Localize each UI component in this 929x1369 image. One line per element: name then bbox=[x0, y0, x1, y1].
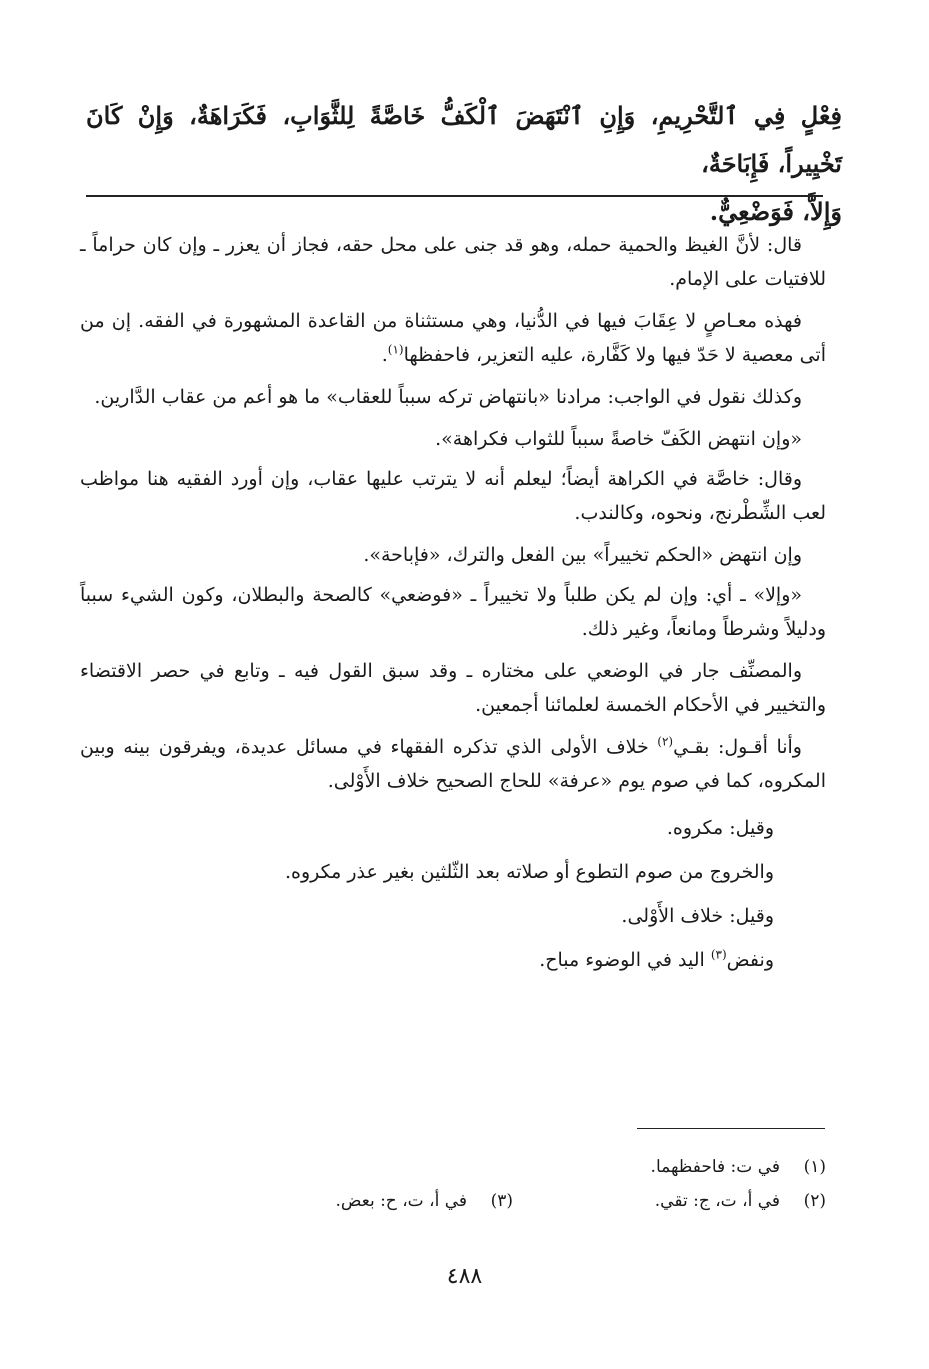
paragraph-2-end: . bbox=[381, 344, 388, 366]
paragraph-9 bbox=[80, 730, 826, 798]
matn-line-1: فِعْلٍ فِي ٱلتَّحْرِيمِ، وَإِنِ ٱنْتَهَضَ ٱلْكَفُّ خَاصَّةً لِلثَّوَابِ، فَكَرَاهَةٌ، وَإِنْ كَانَ تَخْيِيراً، فَإِبَاحَةٌ، bbox=[86, 101, 842, 178]
list-item: وقيل: خلاف الأَوْلى. bbox=[621, 905, 774, 927]
footnote-row-2 bbox=[200, 1184, 826, 1218]
paragraph-7: «وإلا» ـ أي: وإن لم يكن طلباً ولا تخييراً ـ «فوضعي» كالصحة والبطلان، وكون الشيء سبباً ودليلاً وشرطاً ومانعاً، وغير ذلك. bbox=[80, 584, 826, 640]
paragraph-5: وقال: خاصَّة في الكراهة أيضاً؛ ليعلم أنه لا يترتب عليها عقاب، وإن أورد الفقيه هنا مواظب لعب الشِّطْرنج، ونحوه، وكالندب. bbox=[80, 468, 826, 524]
list-item: والخروج من صوم التطوع أو صلاته بعد الثّلثين بغير عذر مكروه. bbox=[284, 861, 774, 883]
footnote-row-1 bbox=[200, 1150, 826, 1184]
paragraph-9-start: وأنا أقـول: بقـي bbox=[673, 736, 802, 758]
commentary-body bbox=[80, 228, 826, 982]
footnote-1-number: (١) bbox=[803, 1157, 826, 1177]
paragraph-2 bbox=[80, 304, 826, 372]
matn-text bbox=[86, 92, 842, 236]
list-item-4-rest: اليد في الوضوء مباح. bbox=[539, 949, 711, 971]
footnote-3 bbox=[200, 1184, 513, 1218]
footnote-3-number: (٣) bbox=[490, 1191, 513, 1211]
paragraph-8: والمصنِّف جار في الوضعي على مختاره ـ وقد سبق القول فيه ـ وتابع في حصر الاقتضاء والتخيير في الأحكام الخمسة لعلمائنا أجمعين. bbox=[80, 660, 826, 716]
paragraph-3: وكذلك نقول في الواجب: مرادنا «بانتهاض تركه سبباً للعقاب» ما هو أعم من عقاب الدَّارين. bbox=[94, 386, 802, 408]
footnote-separator-rule bbox=[637, 1128, 825, 1129]
list-item bbox=[80, 938, 774, 982]
footnote-3-text: في أ، ت، ح: بعض. bbox=[335, 1191, 467, 1211]
list-item: وقيل: مكروه. bbox=[666, 817, 774, 839]
footnote-1-text: في ت: فاحفظهما. bbox=[650, 1157, 780, 1177]
paragraph-1: قال: لأنَّ الغيظ والحمية حمله، وهو قد جنى على محل حقه، فجاز أن يعزر ـ وإن كان حراماً ـ للافتيات على الإمام. bbox=[80, 234, 826, 290]
footnote-mark-3: (٣) bbox=[710, 947, 727, 962]
footnotes bbox=[200, 1150, 826, 1218]
footnote-2-text: في أ، ت، ج: تقي. bbox=[654, 1191, 780, 1211]
page-number: ٤٨٨ bbox=[446, 1264, 483, 1289]
list-item-4-start: ونفض bbox=[726, 949, 774, 971]
paragraph-2-text: فهذه معـاصٍ لا عِقَابَ فيها في الدُّنيا، وهي مستثناة من القاعدة المشهورة في الفقه. إن من أتى معصية لا حَدّ فيها ولا كَفَّارة، عليه التعزير، فاحفظها bbox=[80, 310, 826, 366]
footnote-mark-1: (١) bbox=[387, 342, 404, 357]
matn-line-2: وَإِلاَّ، فَوَضْعِيٌّ. bbox=[709, 197, 842, 226]
indented-list bbox=[80, 806, 774, 982]
matn-separator-rule bbox=[86, 195, 823, 197]
paragraph-4: «وإن انتهض الكَفّ خاصةً سبباً للثواب فكراهة». bbox=[435, 428, 802, 450]
footnote-2 bbox=[513, 1184, 826, 1218]
footnote-2-number: (٢) bbox=[803, 1191, 826, 1211]
paragraph-6: وإن انتهض «الحكم تخييراً» بين الفعل والترك، «فإباحة». bbox=[363, 544, 802, 566]
footnote-mark-2: (٢) bbox=[657, 734, 674, 749]
footnote-1 bbox=[506, 1150, 826, 1184]
paragraph-9-rest: خلاف الأولى الذي تذكره الفقهاء في مسائل عديدة، ويفرقون بينه وبين المكروه، كما في صوم يوم «عرفة» للحاج الصحيح خلاف الأَوْلى. bbox=[80, 736, 826, 792]
